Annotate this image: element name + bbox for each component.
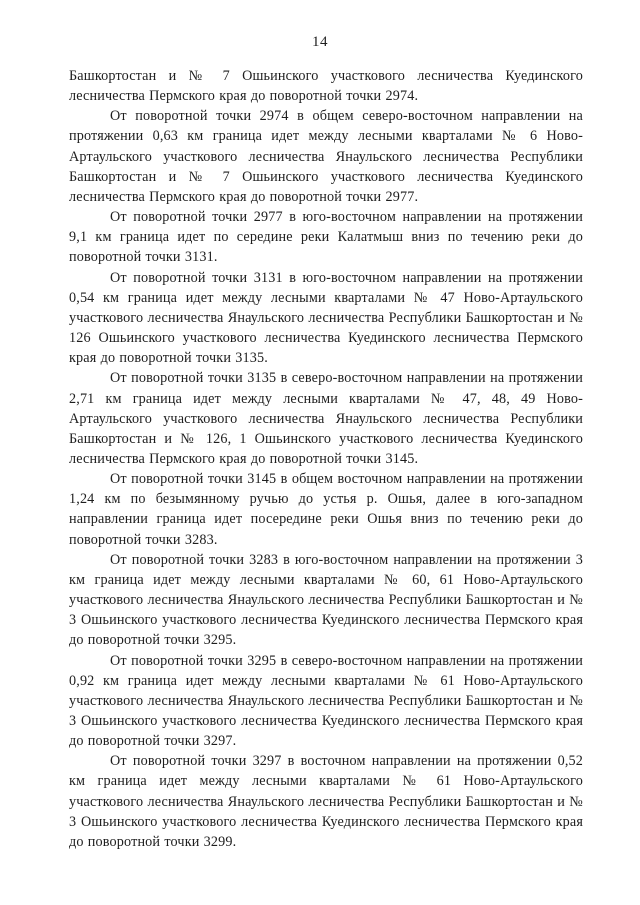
paragraph-point-2974: От поворотной точки 2974 в общем северо-восточном направлении на протяжении 0,63 км граница идет между лесными кварталами № 6 Ново-Артаульского участкового лесничества Янаульского лесничества Республики Башкортостан и № 7 Ошьинского участкового лесничества Куединского лесничества Пермского края до поворотной точки 2977. bbox=[69, 108, 583, 205]
paragraph-point-3145: От поворотной точки 3145 в общем восточном направлении на протяжении 1,24 км по безымянному ручью до устья р. Ошья, далее в юго-западном направлении граница идет посередине реки Ошья вниз по течению реки до поворотной точки 3283. bbox=[69, 471, 583, 548]
document-body bbox=[69, 66, 583, 852]
paragraph-point-3297: От поворотной точки 3297 в восточном направлении на протяжении 0,52 км граница идет между лесными кварталами № 61 Ново-Артаульского участкового лесничества Янаульского лесничества Республики Башкортостан и № 3 Ошьинского участкового лесничества Куединского лесничества Пермского края до поворотной точки 3299. bbox=[69, 753, 583, 850]
paragraph-point-3131: От поворотной точки 3131 в юго-восточном направлении на протяжении 0,54 км граница идет между лесными кварталами № 47 Ново-Артаульского участкового лесничества Янаульского лесничества Республики Башкортостан и № 126 Ошьинского участкового лесничества Куединского лесничества Пермского края до поворотной точки 3135. bbox=[69, 269, 583, 367]
paragraph-point-2977: От поворотной точки 2977 в юго-восточном направлении на протяжении 9,1 км граница идет по середине реки Калатмыш вниз по течению реки до поворотной точки 3131. bbox=[69, 209, 583, 266]
paragraph-point-3135: От поворотной точки 3135 в северо-восточном направлении на протяжении 2,71 км граница идет между лесными кварталами № 47, 48, 49 Ново-Артаульского участкового лесничества Янаульского лесничества Республики Башкортостан и № 126, 1 Ошьинского участкового лесничества Куединского лесничества Пермского края до поворотной точки 3145. bbox=[69, 370, 583, 467]
paragraph-point-3295: От поворотной точки 3295 в северо-восточном направлении на протяжении 0,92 км граница идет между лесными кварталами № 61 Ново-Артаульского участкового лесничества Янаульского лесничества Республики Башкортостан и № 3 Ошьинского участкового лесничества Куединского лесничества Пермского края до поворотной точки 3297. bbox=[69, 652, 583, 750]
page-number: 14 bbox=[312, 34, 328, 50]
paragraph-point-3283: От поворотной точки 3283 в юго-восточном направлении на протяжении 3 км граница идет между лесными кварталами № 60, 61 Ново-Артаульского участкового лесничества Янаульского лесничества Республики Башкортостан и № 3 Ошьинского участкового лесничества Куединского лесничества Пермского края до поворотной точки 3295. bbox=[69, 551, 583, 649]
paragraph-continuation: Башкортостан и № 7 Ошьинского участкового лесничества Куединского лесничества Пермского края до поворотной точки 2974. bbox=[69, 68, 583, 105]
